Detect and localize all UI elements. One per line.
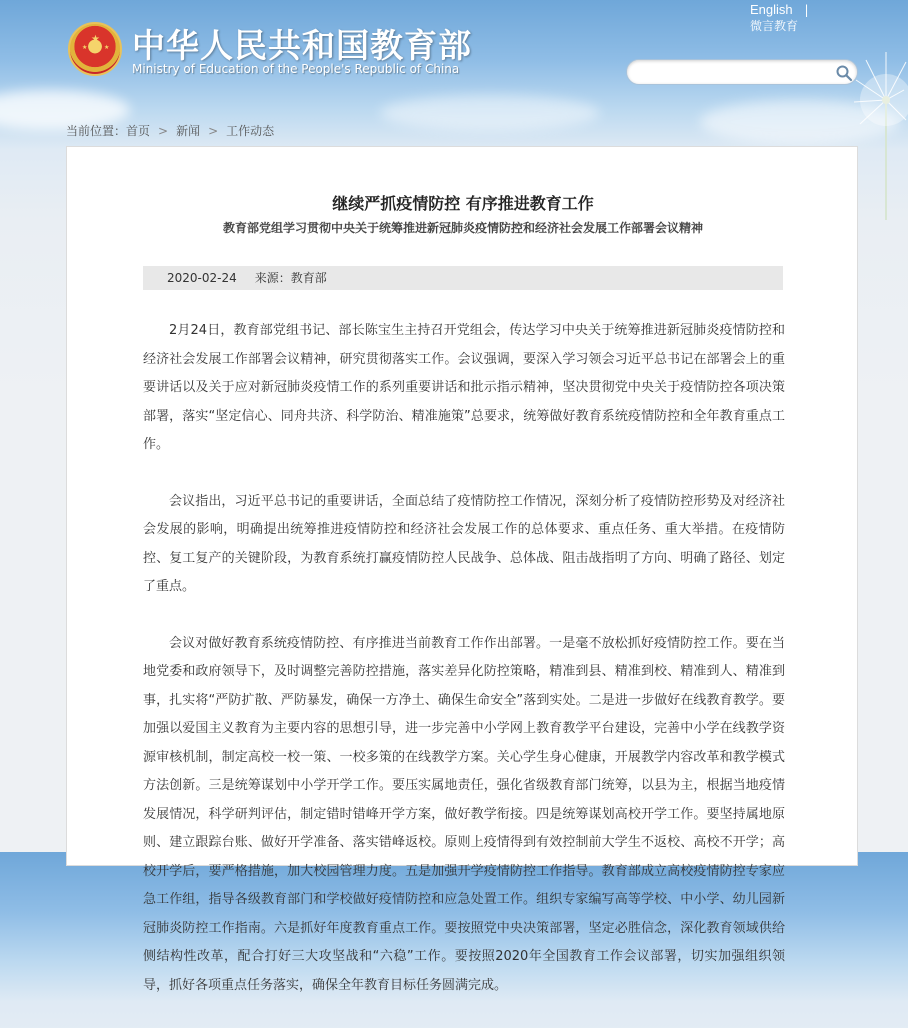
article-paragraph: 2月24日，教育部党组书记、部长陈宝生主持召开党组会，传达学习中央关于统筹推进新冠肺炎疫情防控和经济社会发展工作部署会议精神，研究贯彻落实工作。会议强调，要深入学习领会习近平总书记在部署会上的重要讲话以及关于应对新冠肺炎疫情工作的系列重要讲话和批示指示精神，坚决贯彻党中央关于疫情防控各项决策部署，落实“坚定信心、同舟共济、科学防治、精准施策”总要求，统筹做好教育系统疫情防控和全年教育重点工作。 <box>143 323 785 452</box>
national-emblem-icon: ★ ★ ★ <box>68 22 122 76</box>
article-date: 2020-02-24 <box>167 271 237 285</box>
article-panel <box>66 146 858 993</box>
breadcrumb <box>66 122 274 139</box>
breadcrumb-prefix: 当前位置： <box>66 124 127 138</box>
article-subtitle: 教育部党组学习贯彻中央关于统筹推进新冠肺炎疫情防控和经济社会发展工作部署会议精神 <box>222 221 703 235</box>
weibo-link[interactable]: 微言教育 <box>750 19 799 33</box>
article-paragraph: 会议对做好教育系统疫情防控、有序推进当前教育工作作出部署。一是毫不放松抓好疫情防控工作。要在当地党委和政府领导下，及时调整完善防控措施，落实差异化防控策略，精准到县、精准到校、精准到人、精准到事，扎实将“严防扩散、严防暴发，确保一方净土、确保生命安全”落到实处。二是进一步做好在线教育教学。要加强以爱国主义教育为主要内容的思想引导，进一步完善中小学网上教育教学平台建设，完善中小学在线教学资源审核机制，制定高校一校一策、一校多策的在线教学方案。关心学生身心健康，开展教学内容改革和教学模式方法创新。三是统筹谋划中小学开学工作。要压实属地责任，强化省级教育部门统筹，以县为主，根据当地疫情发展情况，科学研判评估，制定错时错峰开学方案，做好教学衔接。四是统筹谋划高校开学工作。要坚持属地原则、建立跟踪台账、做好开学准备、落实错峰返校。原则上疫情得到有效控制前大学生不返校、高校不开学；高校开学后，要严格措施，加大校园管理力度。五是加强开学疫情防控工作指导。教育部成立高校疫情防控专家应急工作组，指导各级教育部门和学校做好疫情防控和应急处置工作。组织专家编写高等学校、中小学、幼儿园新冠肺炎防控工作指南。六是抓好年度教育重点工作。要按照党中央决策部署，坚定必胜信念，深化教育领域供给侧结构性改革，配合打好三大攻坚战和“六稳”工作。要按照2020年全国教育工作会议部署，切实加强组织领导，抓好各项重点任务落实，确保全年教育目标任务圆满完成。 <box>143 635 785 993</box>
breadcrumb-separator: > <box>208 124 219 138</box>
breadcrumb-news[interactable]: 新闻 <box>176 124 201 138</box>
search-box <box>626 59 858 85</box>
breadcrumb-home[interactable]: 首页 <box>126 124 151 138</box>
site-subtitle: Ministry of Education of the People's Republic of China <box>132 62 460 76</box>
site-title[interactable]: 中华人民共和国教育部 <box>132 26 472 65</box>
article-source: 来源：教育部 <box>254 271 327 285</box>
article-meta-bar <box>143 266 783 290</box>
article-body <box>143 317 785 1028</box>
english-link[interactable]: English <box>750 2 793 17</box>
language-links <box>750 2 809 34</box>
lang-separator: | <box>804 3 809 17</box>
search-icon[interactable] <box>835 64 853 82</box>
article-paragraph: 会议指出，习近平总书记的重要讲话，全面总结了疫情防控工作情况，深刻分析了疫情防控形势及对经济社会发展的影响，明确提出统筹推进疫情防控和经济社会发展工作的总体要求、重点任务、重大举措。在疫情防控、复工复产的关键阶段，为教育系统打赢疫情防控人民战争、总体战、阻击战指明了方向、明确了路径、划定了重点。 <box>143 493 785 594</box>
breadcrumb-work-updates[interactable]: 工作动态 <box>226 124 275 138</box>
article-title: 继续严抓疫情防控 有序推进教育工作 <box>332 194 594 213</box>
site-header <box>0 0 908 120</box>
breadcrumb-separator: > <box>158 124 169 138</box>
search-input[interactable] <box>639 64 829 82</box>
